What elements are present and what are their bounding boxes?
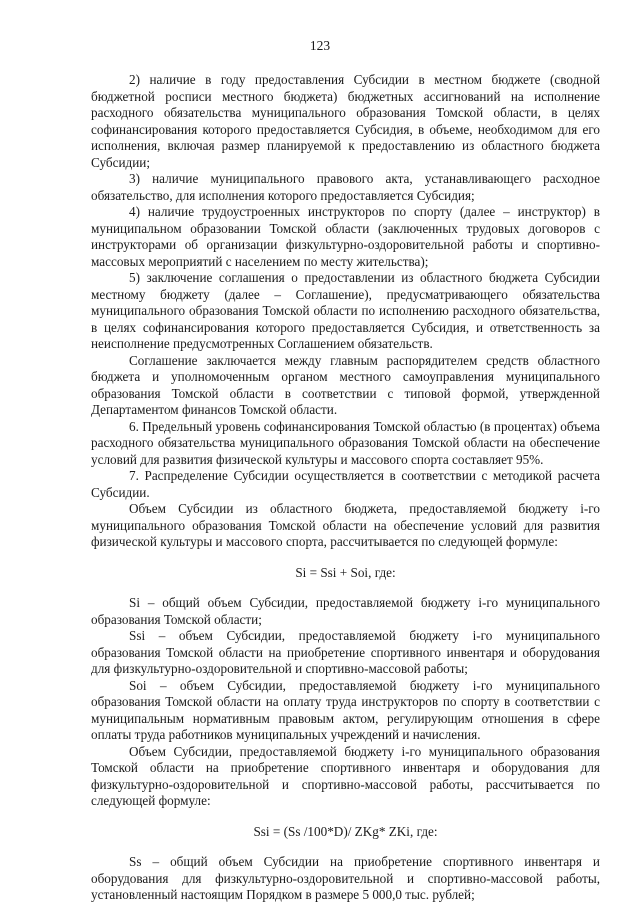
paragraph-agreement: Соглашение заключается между главным распорядителем средств областного бюджета и уполномоченным органом местного самоуправления муниципального образования Томской области в соответствии с типовой формой, утвержденной Департаментом финансов Томской области. [91, 352, 600, 417]
paragraph-condition-4: 4) наличие трудоустроенных инструкторов по спорту (далее – инструктор) в муниципальном образовании Томской области (заключенных трудовых договоров с инструкторами об организации физкультурно-оздоровительной работы и спортивно-массовых мероприятий с населением по месту жительства); [91, 204, 600, 269]
page-number: 123 [309, 38, 331, 53]
formula-si: Si = Ssi + Soi, где: [295, 564, 396, 580]
paragraph-ssi-volume: Объем Субсидии, предоставляемой бюджету i-го муниципального образования Томской области на приобретение спортивного инвентаря и оборудования для физкультурно-оздоровительной и спортивно-массовой работы, рассчитывается по следующей формуле: [91, 743, 600, 808]
definition-ssi: Ssi – объем Субсидии, предоставляемой бюджету i-го муниципального образования Томской области на приобретение спортивного инвентаря и оборудования для физкультурно-оздоровительной и спортивно-массовой работы; [91, 628, 600, 676]
paragraph-condition-3: 3) наличие муниципального правового акта, устанавливающего расходное обязательство, для исполнения которого предоставляется Субсидия; [91, 171, 600, 203]
paragraph-condition-2: 2) наличие в году предоставления Субсидии в местном бюджете (сводной бюджетной росписи местного бюджета) бюджетных ассигнований на исполнение расходного обязательства муниципального образования Томской области, в целях софинансирования которого предоставляется Субсидия, в объеме, необходимом для его исполнения, включая размер планируемой к предоставлению из областного бюджета Субсидии; [91, 72, 600, 170]
paragraph-subsidy-volume: Объем Субсидии из областного бюджета, предоставляемой бюджету i-го муниципального образования Томской области на обеспечение условий для развития физической культуры и массового спорта, рассчитывается по следующей формуле: [91, 501, 600, 549]
paragraph-item-6: 6. Предельный уровень софинансирования Томской областью (в процентах) объема расходного обязательства муниципального образования Томской области на обеспечение условий для развития физической культуры и массового спорта составляет 95%. [91, 418, 600, 467]
paragraph-condition-5: 5) заключение соглашения о предоставлении из областного бюджета Субсидии местному бюджету (далее – Соглашение), предусматривающего обязательства муниципального образования Томской области по исполнению расходного обязательства, в целях софинансирования которого предоставляется Субсидия, и ответственность за неисполнение предусмотренных Соглашением обязательств. [91, 270, 600, 351]
definition-soi: Soi – объем Субсидии, предоставляемой бюджету i-го муниципального образования Томской области на оплату труда инструкторов по спорту в соответствии с муниципальным нормативным правовым актом, регулирующим отношения в сфере оплаты труда работников муниципальных учреждений и начисления. [91, 677, 600, 742]
paragraph-item-7: 7. Распределение Субсидии осуществляется в соответствии с методикой расчета Субсидии. [91, 468, 600, 500]
definition-ss: Ss – общий объем Субсидии на приобретение спортивного инвентаря и оборудования для физкультурно-оздоровительной и спортивно-массовой работы, установленный настоящим Порядком в размере 5 000,0 тыс. рублей; [91, 854, 600, 902]
document-body [91, 72, 600, 904]
definition-si: Si – общий объем Субсидии, предоставляемой бюджету i-го муниципального образования Томской области; [91, 595, 600, 627]
formula-ssi: Ssi = (Ss /100*D)/ ZKg* ZKi, где: [253, 823, 438, 839]
